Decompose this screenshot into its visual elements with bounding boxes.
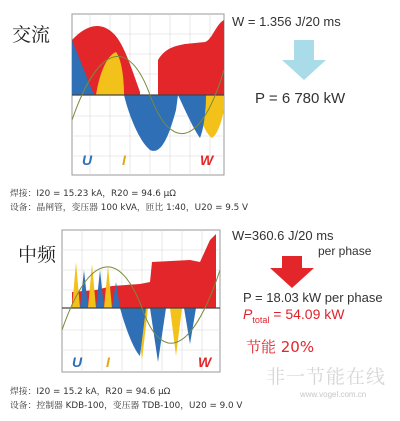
ac-w-label: W — [200, 152, 214, 168]
mf-total-sub: total — [252, 314, 270, 325]
mf-power-label: P = 18.03 kW per phase — [243, 290, 383, 305]
ac-section-title: 交流 — [12, 24, 51, 46]
ac-u-label: U — [82, 152, 93, 168]
ac-caption-line1: 焊接：I20 = 15.23 kA，R20 = 94.6 μΩ — [10, 189, 177, 199]
mf-caption-line2: 设备：控制器 KDB-100，变压器 TDB-100，U20 = 9.0 V — [10, 401, 243, 411]
mf-w-label: W — [198, 354, 212, 370]
mf-section-title: 中频 — [18, 244, 57, 266]
mf-total-power — [243, 306, 344, 325]
mf-energy-sub: per phase — [318, 244, 372, 258]
watermark-text: 非一节能在线 — [266, 366, 387, 388]
watermark-url: www.vogel.com.cn — [300, 390, 367, 399]
mf-caption-line1: 焊接：I20 = 15.2 kA，R20 = 94.6 μΩ — [10, 387, 171, 397]
ac-energy-label: W = 1.356 J/20 ms — [232, 14, 341, 29]
mf-saving-label: 节能 20% — [246, 338, 315, 356]
mf-u-label: U — [72, 354, 83, 370]
mf-total-value: = 54.09 kW — [273, 306, 345, 322]
mf-i-label: I — [106, 354, 110, 370]
ac-power-label: P = 6 780 kW — [255, 90, 346, 107]
ac-caption-line2: 设备：晶闸管，变压器 100 kVA，匝比 1:40，U20 = 9.5 V — [10, 203, 249, 213]
mf-energy-label: W=360.6 J/20 ms — [232, 228, 334, 243]
mf-total-prefix: P — [243, 306, 253, 322]
ac-i-label: I — [122, 152, 126, 168]
